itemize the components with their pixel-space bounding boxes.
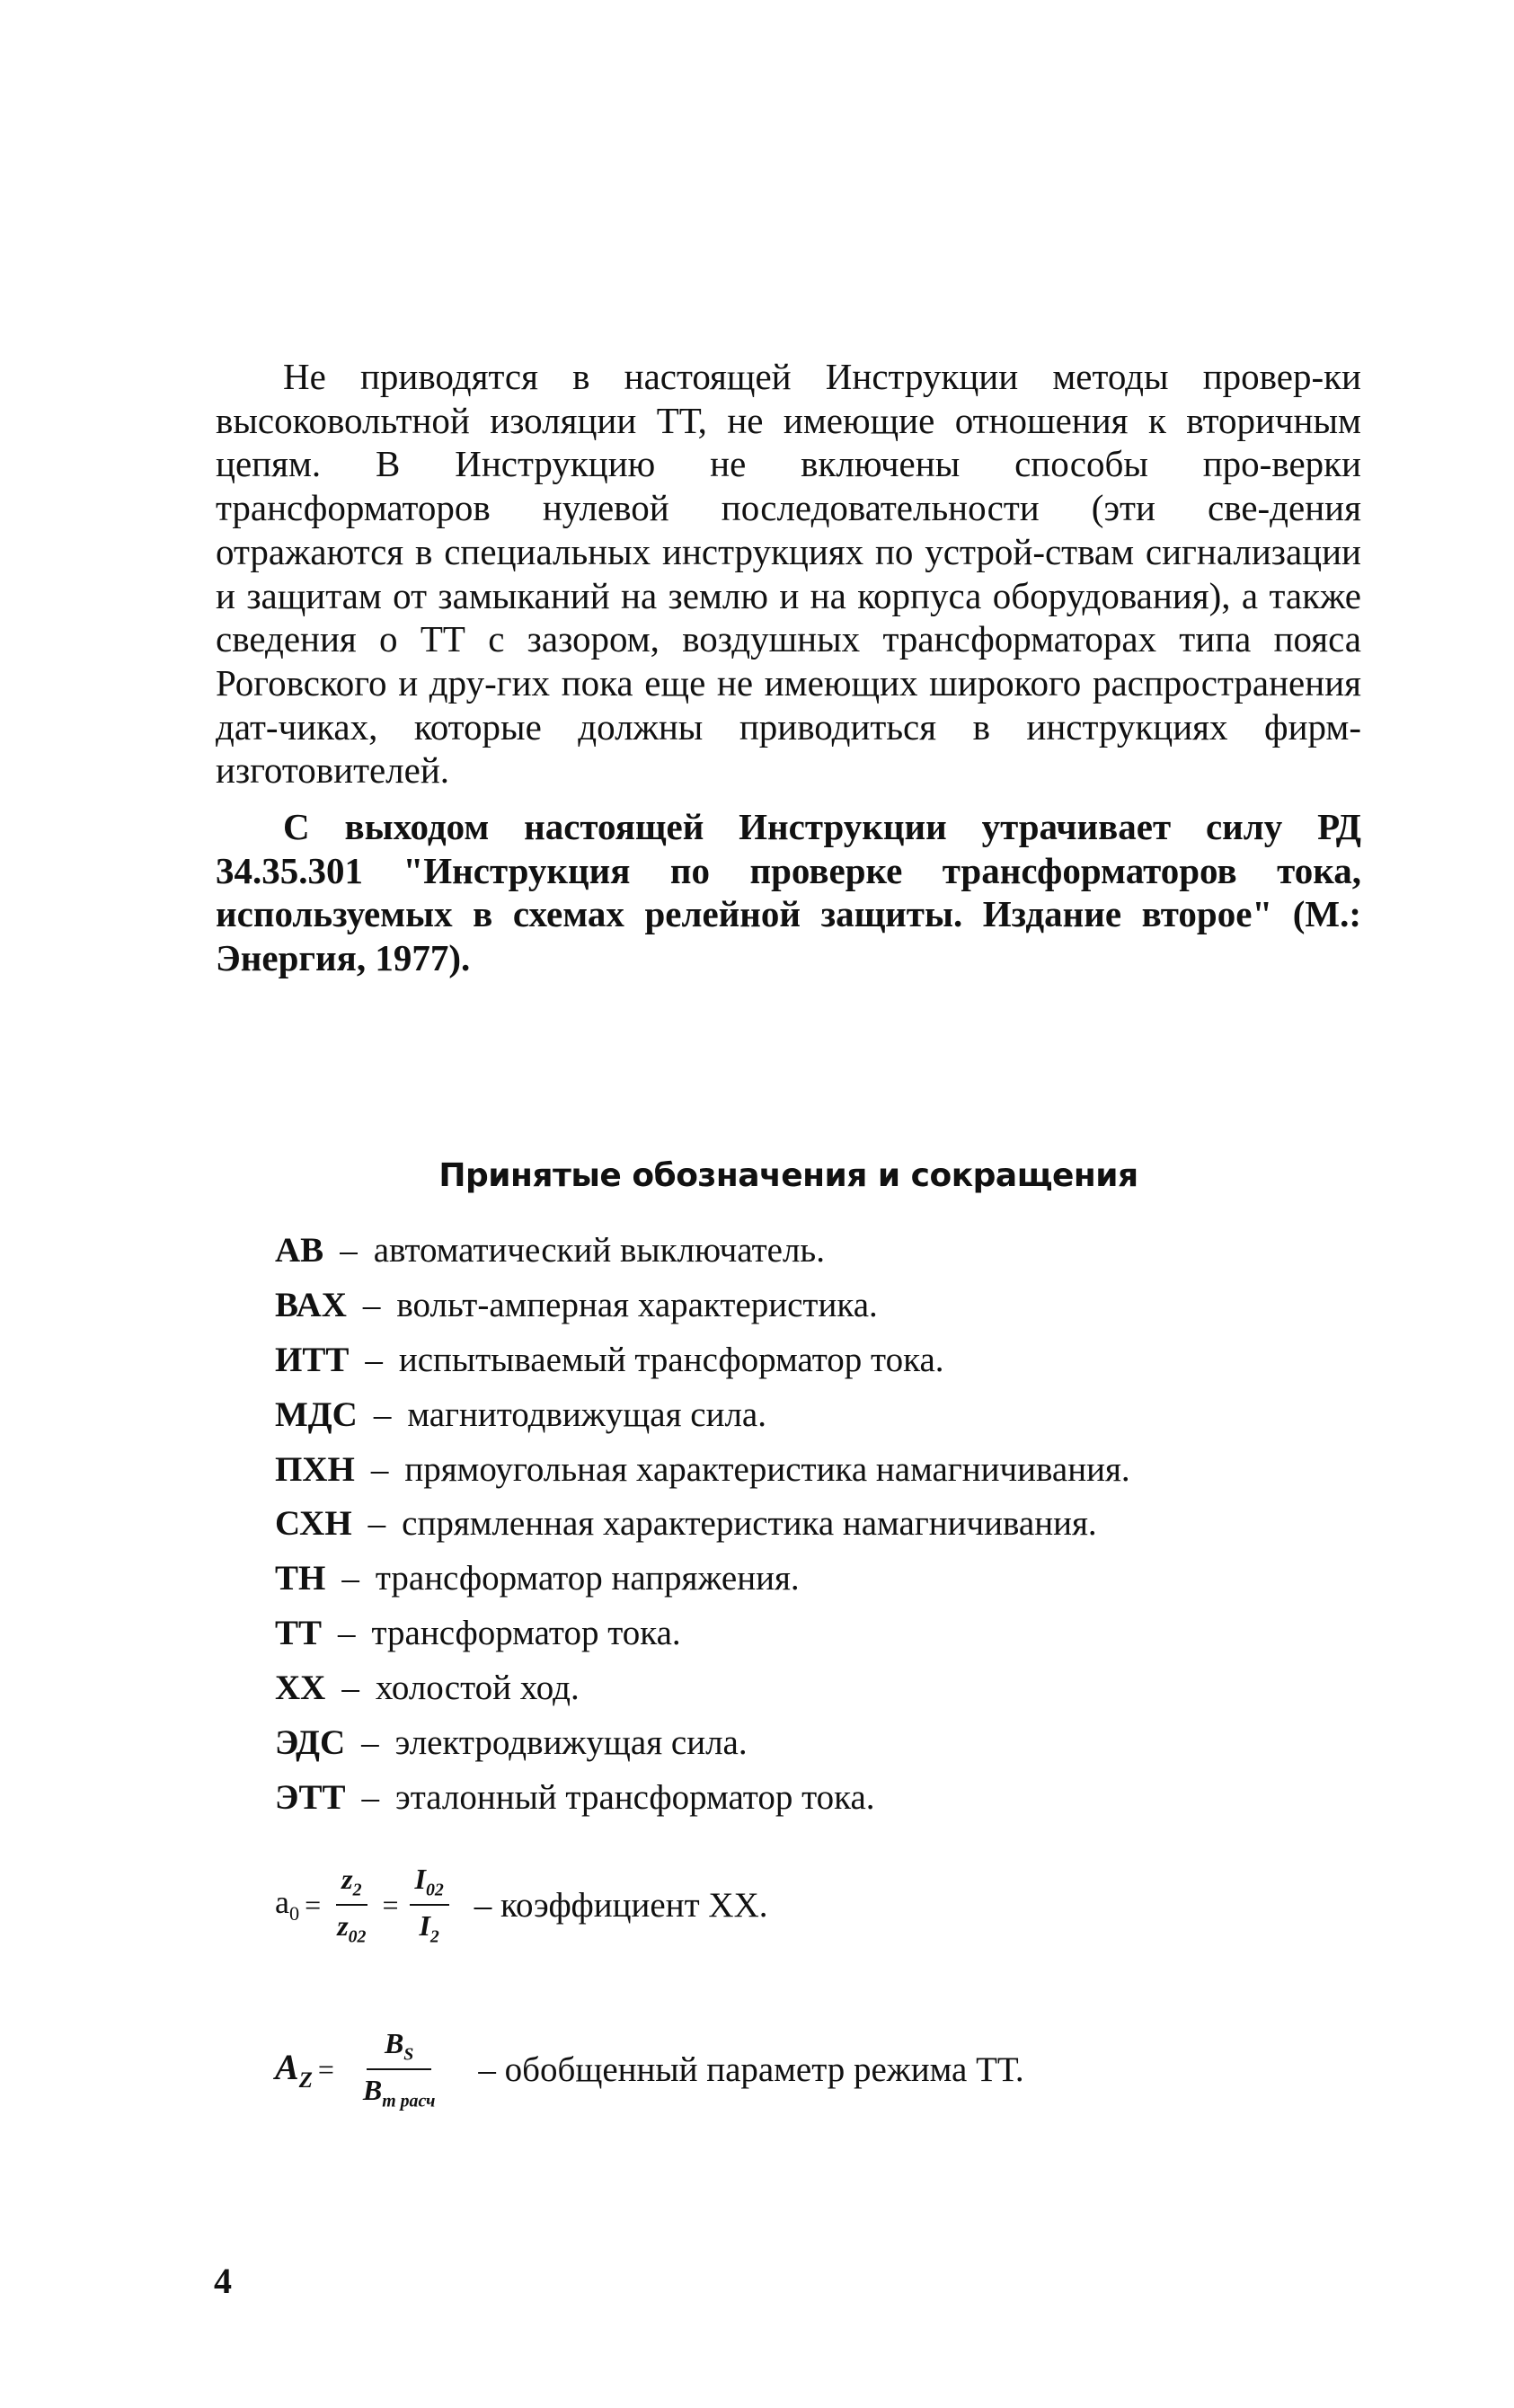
fraction-bs-bm [345,2027,454,2112]
list-item [275,1607,1389,1661]
abbreviation-definition: вольт-амперная характеристика. [396,1285,878,1324]
formula-a0 [275,1846,767,1963]
list-item [275,1497,1389,1552]
formula-symbol: $A_Z$ [275,2046,313,2093]
abbreviation-definition: трансформатор тока. [371,1614,681,1653]
list-item [275,1279,1389,1333]
abbreviation-term: ТТ [275,1614,323,1653]
formula-description: – коэффициент ХХ. [474,1885,768,1925]
fraction-numerator: $B_S$ [367,2027,431,2070]
dash-separator: – [338,1614,356,1653]
dash-separator: – [341,1669,359,1708]
abbreviation-term: ЭТТ [275,1777,346,1817]
abbreviation-definition: электродвижущая сила. [394,1723,748,1763]
formula-symbol: $a_0$ [275,1884,300,1926]
fraction-numerator: $I_{02}$ [410,1863,449,1906]
fraction-i02-i2 [410,1863,449,1948]
dash-separator: – [361,1777,379,1817]
abbreviation-term: ТН [275,1559,326,1598]
abbreviation-definition: испытываемый трансформатор тока. [398,1340,944,1379]
equals-sign: = [305,1888,322,1921]
paragraph-intro: Не приводятся в настоящей Инструкции методы провер-ки высоковольтной изоляции ТТ, не имеющие отношения к вторичным цепям. В Инструкцию не включены способы про-верки трансформаторов нулевой последовательности (эти све-дения отражаются в специальных инструкциях по устрой-ствам сигнализации и защитам от замыканий на землю и на корпуса оборудования), а также сведения о ТТ с зазором, воздушных трансформаторах типа пояса Роговского и дру-гих пока еще не имеющих широкого распространения дат-чиках, которые должны приводиться в инструкциях фирм-изготовителей. [216,356,1361,792]
equals-sign: = [317,2052,334,2085]
dash-separator: – [361,1723,379,1763]
list-item [275,1552,1389,1607]
abbreviation-term: АВ [275,1231,324,1270]
list-item [275,1443,1389,1498]
abbreviation-term: ИТТ [275,1340,350,1379]
formula-description: – обобщенный параметр режима ТТ. [478,2049,1024,2089]
list-item [275,1771,1389,1826]
fraction-denominator: $B_{m расч}$ [362,2074,436,2111]
formula-az [275,2002,1024,2137]
fraction-numerator: $z_2$ [336,1863,367,1906]
equals-sign: = [382,1888,399,1921]
list-item [275,1333,1389,1388]
paragraph-supersedes: С выходом настоящей Инструкции утрачивает силу РД 34.35.301 "Инструкция по проверке трансформаторов тока, используемых в схемах релейной защиты. Издание второе" (М.: Энергия, 1977). [216,806,1361,979]
fraction-denominator: $z_{02}$ [337,1909,367,1947]
dash-separator: – [340,1231,358,1270]
abbreviation-definition: магнитодвижущая сила. [407,1394,766,1434]
abbreviation-definition: прямоугольная характеристика намагничивания. [404,1449,1130,1489]
abbreviation-term: ВАХ [275,1285,347,1324]
body-text [216,355,1361,980]
abbreviation-term: ПХН [275,1449,355,1489]
abbreviation-definition: спрямленная характеристика намагничивания. [402,1504,1097,1544]
list-item [275,1661,1389,1716]
abbreviation-term: МДС [275,1394,358,1434]
abbreviation-definition: автоматический выключатель. [373,1231,825,1270]
abbreviation-term: СХН [275,1504,352,1544]
dash-separator: – [373,1394,392,1434]
section-title: Принятые обозначения и сокращения [438,1157,1138,1194]
abbreviation-definition: трансформатор напряжения. [375,1559,800,1598]
list-item [275,1388,1389,1443]
dash-separator: – [367,1504,386,1544]
fraction-denominator: $I_2$ [419,1909,439,1947]
dash-separator: – [370,1449,389,1489]
abbreviation-list [275,1224,1389,1826]
list-item [275,1716,1389,1771]
abbreviation-definition: холостой ход. [375,1669,580,1708]
list-item [275,1224,1389,1279]
fraction-z2-z02 [332,1863,371,1948]
dash-separator: – [341,1559,359,1598]
dash-separator: – [365,1340,383,1379]
dash-separator: – [362,1285,381,1324]
page-number: 4 [214,2261,232,2301]
abbreviation-definition: эталонный трансформатор тока. [394,1777,875,1817]
abbreviation-term: ХХ [275,1669,326,1708]
abbreviation-term: ЭДС [275,1723,346,1763]
